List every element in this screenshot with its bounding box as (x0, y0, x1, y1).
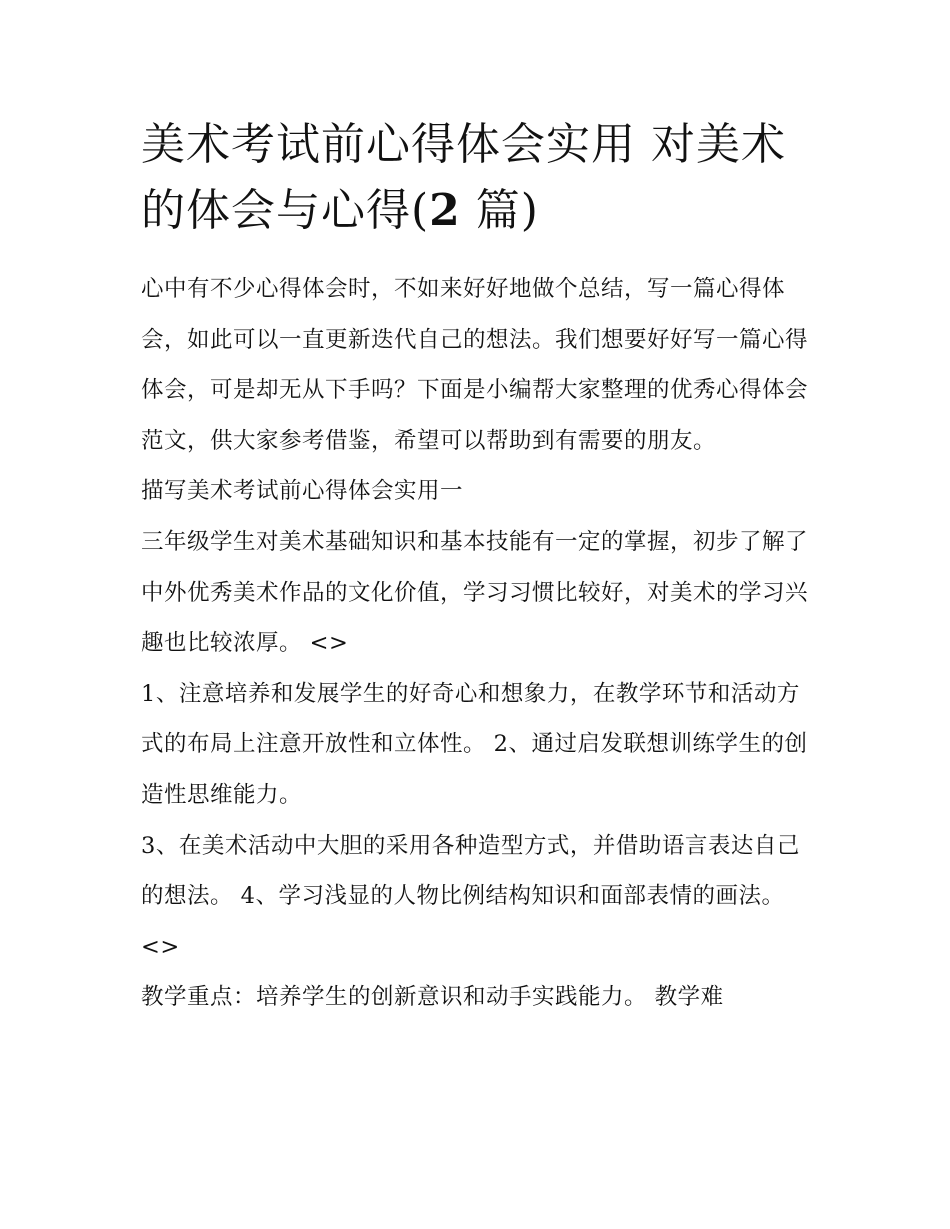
body-paragraph: 三年级学生对美术基础知识和基本技能有一定的掌握，初步了解了中外优秀美术作品的文化价值，学习习惯比较好，对美术的学习兴趣也比较浓厚。 <> (141, 528, 809, 657)
title-number: 2 (429, 185, 461, 236)
title-suffix: 篇) (460, 185, 539, 236)
title-text: 美术考试前心得体会实用 对美术的体会与心得( (141, 119, 786, 236)
document-page (141, 112, 821, 1023)
body-paragraph: 1、注意培养和发展学生的好奇心和想象力，在教学环节和活动方式的布局上注意开放性和立体性。 2、通过启发联想训练学生的创造性思维能力。 (141, 680, 808, 808)
intro-paragraph: 心中有不少心得体会时，不如来好好地做个总结，写一篇心得体会，如此可以一直更新迭代自己的想法。我们想要好好写一篇心得体会，可是却无从下手吗？下面是小编帮大家整理的优秀心得体会范文，供大家参考借鉴，希望可以帮助到有需要的朋友。 (141, 276, 809, 454)
document-title (141, 112, 821, 244)
document-body (141, 264, 821, 1023)
body-paragraph: 教学重点：培养学生的创新意识和动手实践能力。 教学难 (141, 984, 724, 1011)
body-paragraph: 3、在美术活动中大胆的采用各种造型方式，并借助语言表达自己的想法。 4、学习浅显的人物比例结构知识和面部表情的画法。 <> (141, 832, 800, 960)
section-heading: 描写美术考试前心得体会实用一 (141, 478, 464, 505)
